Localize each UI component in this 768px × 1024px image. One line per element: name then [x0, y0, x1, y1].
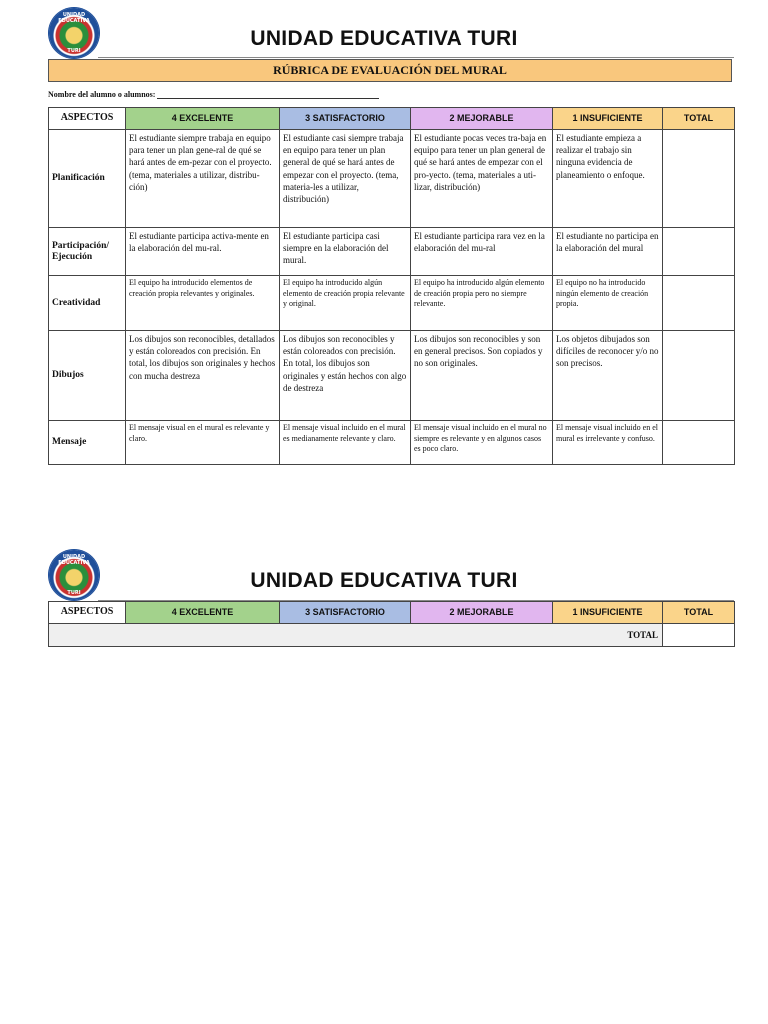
header-insuficiente: 1 INSUFICIENTE: [553, 108, 663, 130]
cell-total[interactable]: [663, 228, 735, 276]
logo-bottom-text: TURI: [67, 590, 81, 596]
cell-excelente: El estudiante siempre trabaja en equipo para tener un plan gene-ral de qué se hará antes de em-pezar con el proyecto. (tema, materiales a utilizar, distribu-ción): [126, 130, 280, 228]
header-excelente: 4 EXCELENTE: [126, 108, 280, 130]
table-row: [49, 331, 735, 421]
cell-total[interactable]: [663, 421, 735, 465]
cell-excelente: El mensaje visual en el mural es relevante y claro.: [126, 421, 280, 465]
total-value-cell[interactable]: [663, 624, 735, 647]
aspect-planificacion: Planificación: [49, 130, 126, 228]
header-total: TOTAL: [663, 602, 735, 624]
aspect-creatividad: Creatividad: [49, 276, 126, 331]
rubric-title: RÚBRICA DE EVALUACIÓN DEL MURAL: [48, 59, 732, 82]
header-insuficiente: 1 INSUFICIENTE: [553, 602, 663, 624]
cell-total[interactable]: [663, 276, 735, 331]
header-satisfactorio: 3 SATISFACTORIO: [280, 108, 411, 130]
cell-insuficiente: El mensaje visual incluido en el mural es irrelevante y confuso.: [553, 421, 663, 465]
logo-bottom-text: TURI: [67, 48, 81, 54]
cell-mejorable: El estudiante pocas veces tra-baja en equipo para tener un plan general de qué se hará antes de empezar con el pro-yecto. (tema, materiales a uti-lizar, distribución): [411, 130, 553, 228]
cell-mejorable: El equipo ha introducido algún elemento de creación propia pero no siempre relevante.: [411, 276, 553, 331]
school-title-second: UNIDAD EDUCATIVA TURI: [250, 569, 518, 592]
totals-table: [48, 601, 735, 647]
aspect-mensaje: Mensaje: [49, 421, 126, 465]
header-aspectos: ASPECTOS: [49, 108, 126, 130]
table-row: [49, 276, 735, 331]
cell-insuficiente: El estudiante no participa en la elaboración del mural: [553, 228, 663, 276]
student-name-field[interactable]: [48, 90, 379, 99]
total-row: [49, 624, 735, 647]
cell-mejorable: Los dibujos son reconocibles y son en general precisos. Son copiados y no son originales.: [411, 331, 553, 421]
cell-insuficiente: Los objetos dibujados son difíciles de reconocer y/o no son precisos.: [553, 331, 663, 421]
rubric-header-row: [49, 108, 735, 130]
cell-insuficiente: El estudiante empieza a realizar el trabajo sin ninguna evidencia de planeamiento o enfoque.: [553, 130, 663, 228]
table-row: [49, 130, 735, 228]
aspect-dibujos: Dibujos: [49, 331, 126, 421]
cell-excelente: El equipo ha introducido elementos de creación propia relevantes y originales.: [126, 276, 280, 331]
table-row: [49, 421, 735, 465]
title-divider: [98, 57, 734, 58]
cell-satisfactorio: El equipo ha introducido algún elemento de creación propia relevante y original.: [280, 276, 411, 331]
student-name-blank[interactable]: [157, 90, 379, 99]
cell-satisfactorio: El estudiante casi siempre trabaja en equipo para tener un plan general de qué se hará antes de empezar con el proyecto. (tema, materia-les a utilizar, distribución): [280, 130, 411, 228]
table-row: [49, 228, 735, 276]
cell-total[interactable]: [663, 331, 735, 421]
cell-excelente: El estudiante participa activa-mente en la elaboración del mu-ral.: [126, 228, 280, 276]
header-total: TOTAL: [663, 108, 735, 130]
school-title: UNIDAD EDUCATIVA TURI: [250, 27, 518, 50]
cell-satisfactorio: Los dibujos son reconocibles y están coloreados con precisión. En total, los dibujos son originales y están hechos con algo de destreza: [280, 331, 411, 421]
cell-satisfactorio: El mensaje visual incluido en el mural es medianamente relevante y claro.: [280, 421, 411, 465]
aspect-participacion: Participación/ Ejecución: [49, 228, 126, 276]
cell-insuficiente: El equipo no ha introducido ningún elemento de creación propia.: [553, 276, 663, 331]
cell-satisfactorio: El estudiante participa casi siempre en la elaboración del mural.: [280, 228, 411, 276]
rubric-table: [48, 107, 735, 465]
logo-top-text: UNIDAD EDUCATIVA: [58, 554, 90, 566]
cell-mejorable: El estudiante participa rara vez en la elaboración del mu-ral: [411, 228, 553, 276]
header-mejorable: 2 MEJORABLE: [411, 108, 553, 130]
cell-excelente: Los dibujos son reconocibles, detallados y están coloreados con precisión. En total, los dibujos son originales y hechos con mucha destreza: [126, 331, 280, 421]
totals-header-row: [49, 602, 735, 624]
header-aspectos: ASPECTOS: [49, 602, 126, 624]
header-mejorable: 2 MEJORABLE: [411, 602, 553, 624]
total-label: TOTAL: [49, 624, 663, 647]
cell-total[interactable]: [663, 130, 735, 228]
student-name-label: Nombre del alumno o alumnos:: [48, 90, 156, 99]
cell-mejorable: El mensaje visual incluido en el mural no siempre es relevante y en algunos casos es poco claro.: [411, 421, 553, 465]
header-satisfactorio: 3 SATISFACTORIO: [280, 602, 411, 624]
logo-top-text: UNIDAD EDUCATIVA: [58, 12, 90, 24]
header-excelente: 4 EXCELENTE: [126, 602, 280, 624]
